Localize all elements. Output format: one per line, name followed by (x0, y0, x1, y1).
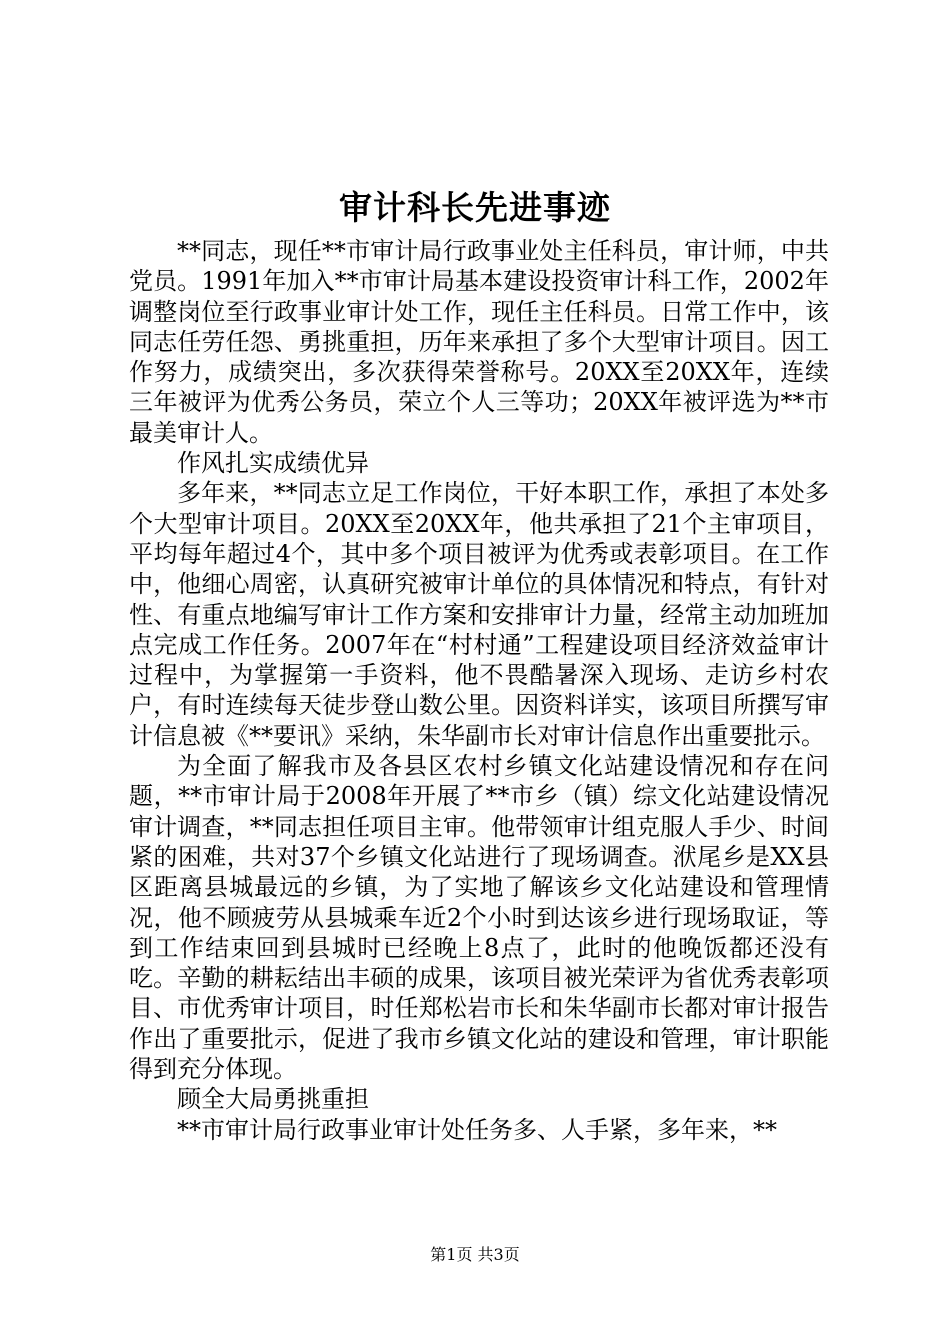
page-number-footer: 第1页 共3页 (430, 1245, 520, 1264)
section-heading-work-style: 作风扎实成绩优异 (177, 449, 369, 478)
paragraph-work-achievements: 多年来，**同志立足工作岗位，干好本职工作，承担了本处多个大型审计项目。20XX至20XX年，他共承担了21个主审项目，平均每年超过4个，其中多个项目被评为优秀或表彰项目。在工作中，他细心周密，认真研究被审计单位的具体情况和特点，有针对性、有重点地编写审计工作方案和安排审计力量，经常主动加班加点完成工作任务。2007年在“村村通”工程建设项目经济效益审计过程中，为掌握第一手资料，他不畏酷暑深入现场、走访乡村农户，有时连续每天徒步登山数公里。因资料详实，该项目所撰写审计信息被《**要讯》采纳，朱华副市长对审计信息作出重要批示。 (129, 479, 829, 750)
paragraph-admin-audit-office: **市审计局行政事业审计处任务多、人手紧，多年来，** (177, 1115, 777, 1144)
paragraph-cultural-station-audit: 为全面了解我市及各县区农村乡镇文化站建设情况和存在问题，**市审计局于2008年开展了**市乡（镇）综文化站建设情况审计调查，**同志担任项目主审。他带领审计组克服人手少、时间紧的困难，共对37个乡镇文化站进行了现场调查。洑尾乡是XX县区距离县城最远的乡镇，为了实地了解该乡文化站建设和管理情况，他不顾疲劳从县城乘车近2个小时到达该乡进行现场取证，等到工作结束回到县城时已经晚上8点了，此时的他晚饭都还没有吃。辛勤的耕耘结出丰硕的成果，该项目被光荣评为省优秀表彰项目、市优秀审计项目，时任郑松岩市长和朱华副市长都对审计报告作出了重要批示，促进了我市乡镇文化站的建设和管理，审计职能得到充分体现。 (129, 752, 829, 1084)
paragraph-intro: **同志，现任**市审计局行政事业处主任科员，审计师，中共党员。1991年加入**市审计局基本建设投资审计科工作，2002年调整岗位至行政事业审计处工作，现任主任科员。日常工作中，该同志任劳任怨、勇挑重担，历年来承担了多个大型审计项目。因工作努力，成绩突出，多次获得荣誉称号。20XX至20XX年，连续三年被评为优秀公务员，荣立个人三等功；20XX年被评选为**市最美审计人。 (129, 237, 829, 447)
document-body (129, 236, 829, 1145)
section-heading-overall-situation: 顾全大局勇挑重担 (177, 1085, 369, 1114)
document-title: 审计科长先进事迹 (339, 188, 611, 227)
